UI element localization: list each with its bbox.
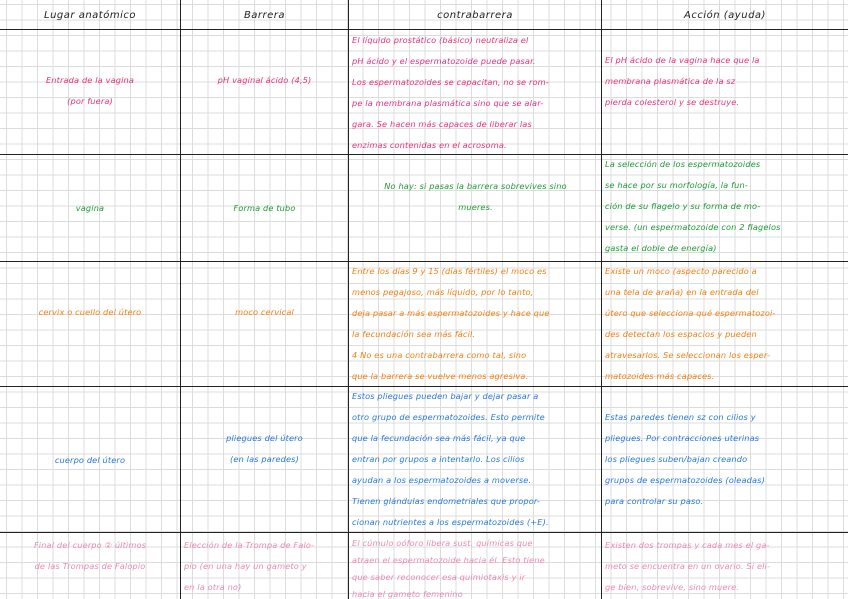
header-contrabarrera: contrabarrera <box>437 10 513 21</box>
row2-accion: La selección de los espermatozoides se hace por su morfología, la fun- ción de su flagelo y su forma de mo- verse. (un espermatozoide con 2 flagelos gasta el doble de energía) <box>605 159 781 253</box>
row5-barrera: Elección de la Trompa de Falo- pio (en una hay un gameto y en la otra no) <box>184 540 315 592</box>
header-barrera: Barrera <box>243 10 286 21</box>
row3-barrera: moco cervical <box>235 307 294 317</box>
header-lugar: Lugar anatómico <box>44 10 136 21</box>
row4-barrera: pliegues del útero (en las paredes) <box>226 433 303 464</box>
row1-contrabarrera: El líquido prostático (básico) neutraliza el pH ácido y el espermatozoide puede pasar. Los espermatozoides se capacitan, no se rom- pe la membrana plasmática sino que se alar- gara. Se hacen más capaces de liberar las enzimas contenidas en el acrosoma. <box>352 35 549 150</box>
column-divider-3 <box>601 0 602 599</box>
row2-barrera: Forma de tubo <box>233 203 296 213</box>
row4-lugar: cuerpo del útero <box>54 455 126 465</box>
row5-contrabarrera: El cúmulo oóforo libera sust. químicas que atraen el espermatozoide hacia él. Esto tiene que saber reconocer esa quimiotaxis y ir hacia el gameto femenino <box>352 538 545 599</box>
row5-accion: Existen dos trompas y cada mes el ga- meto se encuentra en un ovario. Si eli- ge bien, sobrevive, sino muere. <box>605 540 771 592</box>
row2-contrabarrera: No hay: si pasas la barrera sobrevives sino mueres. <box>384 181 567 212</box>
column-divider-2 <box>348 0 349 599</box>
row3-contrabarrera: Entre los días 9 y 15 (días fértiles) el moco es menos pegajoso, más líquido, por lo tanto, deja pasar a más espermatozoides y hace que la fecundación sea más fácil. 4 No es una contrabarrera como tal, sino que la barrera se vuelve menos agresiva. <box>352 266 550 381</box>
row1-lugar: Entrada de la vagina (por fuera) <box>45 75 135 106</box>
row2-lugar: vagina <box>75 203 105 213</box>
row5-lugar: Final del cuerpo ② últimos de las Trompas de Falopio <box>33 540 147 571</box>
row4-accion: Estas paredes tienen sz con cilios y pliegues. Por contracciones uterinas los pliegues suben/bajan creando grupos de espermatozoides (oleadas) para controlar su paso. <box>605 412 765 506</box>
row1-barrera: pH vaginal ácido (4,5) <box>217 75 312 85</box>
row3-lugar: cervix o cuello del útero <box>38 307 142 317</box>
row1-accion: El pH ácido de la vagina hace que la membrana plasmática de la sz pierda colesterol y se destruye. <box>605 55 760 107</box>
row4-contrabarrera: Estos pliegues pueden bajar y dejar pasar a otro grupo de espermatozoides. Esto permite que la fecundación sea más fácil, ya que entran por grupos a intentarlo. Los cilios ayudan a los espermatozoides a moverse. Tienen glándulas endometriales que propor- cionan nutrientes a los espermatozoides (+E). <box>352 391 549 527</box>
row3-accion: Existe un moco (aspecto parecido a una tela de araña) en la entrada del útero que selecciona qué espermatozoi- des detectan los espacios y pueden atravesarlos. Se seleccionan los esper- matozoides más capaces. <box>605 266 776 381</box>
header-accion: Acción (ayuda) <box>684 10 766 21</box>
